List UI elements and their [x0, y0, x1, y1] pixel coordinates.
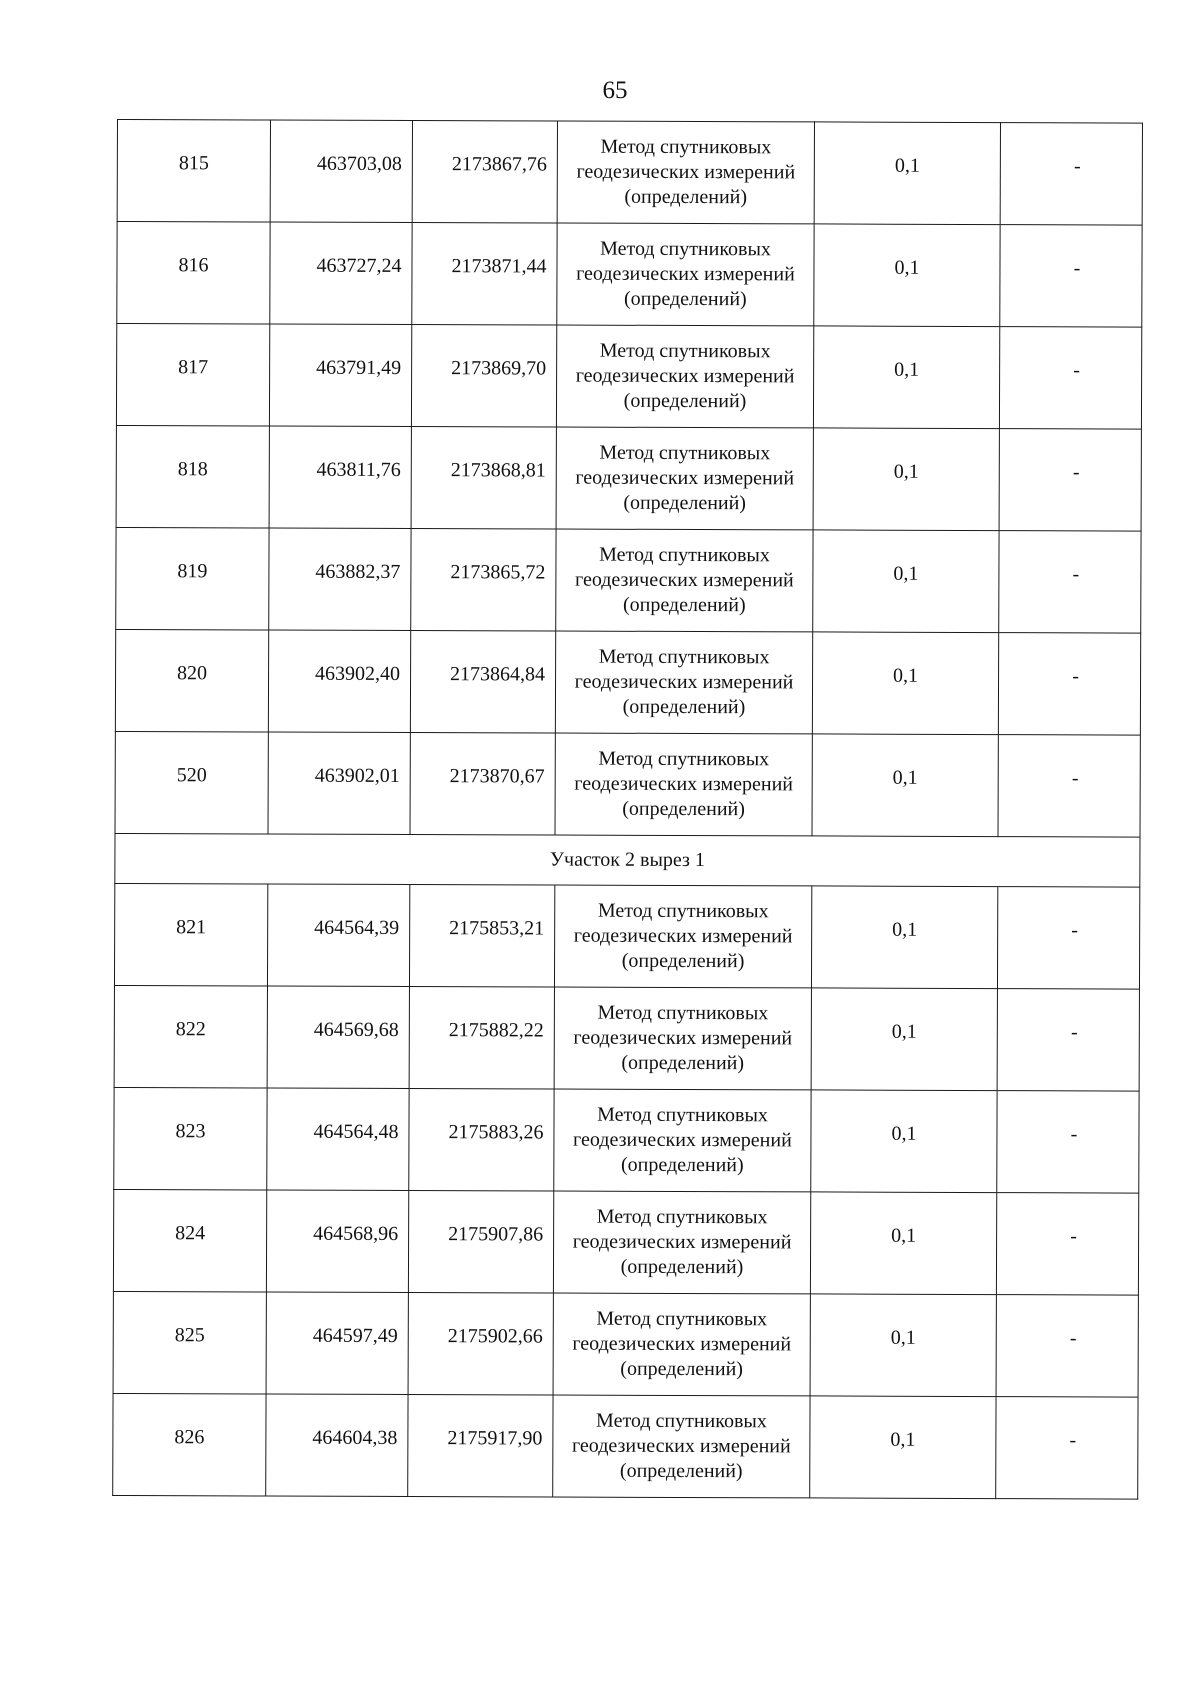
method-line: (определений): [623, 491, 747, 515]
x-coordinate-cell: 463902,40: [268, 630, 410, 732]
y-coordinate-cell: 2173870,67: [410, 733, 555, 836]
y-coordinate-cell: 2173869,70: [411, 325, 556, 428]
method-line: (определений): [624, 287, 747, 311]
extra-cell: -: [998, 735, 1140, 837]
extra-cell: -: [999, 327, 1141, 429]
section-title: Участок 2 вырез 1: [115, 833, 1140, 887]
y-coordinate-cell: 2173868,81: [411, 427, 556, 530]
section-header-row: [115, 833, 1140, 887]
point-number-cell: 820: [115, 629, 268, 732]
method-line: (определений): [621, 949, 745, 973]
method-cell: [555, 631, 812, 734]
method-cell: [555, 733, 812, 836]
method-line: Метод спутниковых: [596, 1205, 768, 1229]
point-number-cell: 826: [113, 1393, 266, 1496]
method-line: (определений): [620, 1255, 744, 1279]
y-coordinate-cell: 2175902,66: [408, 1293, 553, 1396]
method-line: геодезических измерений: [573, 924, 793, 948]
method-line: Метод спутниковых: [599, 339, 771, 363]
x-coordinate-cell: 463791,49: [269, 324, 411, 426]
x-coordinate-cell: 464597,49: [266, 1292, 408, 1394]
table-row: [115, 629, 1140, 735]
method-line: геодезических измерений: [574, 772, 794, 796]
method-cell: [556, 427, 813, 530]
x-coordinate-cell: 464564,48: [267, 1088, 409, 1190]
x-coordinate-cell: 463902,01: [268, 732, 410, 834]
accuracy-cell: 0,1: [812, 632, 998, 735]
y-coordinate-cell: 2175853,21: [409, 885, 554, 988]
x-coordinate-cell: 464568,96: [266, 1190, 408, 1292]
point-number-cell: 822: [114, 985, 267, 1088]
method-line: Метод спутниковых: [600, 237, 771, 261]
extra-cell: -: [997, 887, 1139, 989]
accuracy-cell: 0,1: [810, 1294, 996, 1397]
method-cell: [553, 1395, 810, 1498]
extra-cell: -: [999, 531, 1141, 633]
point-number-cell: 520: [115, 731, 268, 834]
method-line: геодезических измерений: [571, 1434, 791, 1458]
coordinates-table: [112, 119, 1143, 1500]
method-line: Метод спутниковых: [596, 1307, 768, 1331]
extra-cell: -: [996, 1295, 1138, 1397]
page-number: 65: [602, 77, 628, 104]
x-coordinate-cell: 464604,38: [266, 1394, 408, 1496]
method-line: Метод спутниковых: [597, 1103, 768, 1127]
method-line: геодезических измерений: [575, 466, 795, 490]
point-number-cell: 823: [114, 1087, 267, 1190]
method-line: Метод спутниковых: [597, 899, 769, 923]
method-line: геодезических измерений: [574, 670, 794, 694]
method-cell: [554, 987, 811, 1090]
table-row: [116, 527, 1141, 633]
y-coordinate-cell: 2175882,22: [409, 987, 554, 1090]
x-coordinate-cell: 464564,39: [267, 884, 409, 986]
y-coordinate-cell: 2173871,44: [412, 223, 557, 326]
method-line: (определений): [619, 1459, 743, 1483]
method-line: геодезических измерений: [572, 1332, 792, 1356]
table-row: [114, 985, 1139, 1091]
table-row: [116, 425, 1141, 531]
point-number-cell: 815: [117, 120, 270, 223]
x-coordinate-cell: 464569,68: [267, 986, 409, 1088]
method-line: (определений): [624, 185, 748, 209]
method-line: геодезических измерений: [574, 568, 794, 592]
table-row: [113, 1393, 1138, 1499]
method-line: геодезических измерений: [576, 160, 796, 184]
table-row: [116, 324, 1141, 430]
accuracy-cell: 0,1: [813, 530, 999, 633]
y-coordinate-cell: 2175883,26: [409, 1089, 554, 1192]
method-line: Метод спутниковых: [599, 543, 770, 567]
method-cell: [554, 1089, 811, 1192]
method-cell: [553, 1191, 810, 1294]
table-row: [114, 883, 1139, 989]
method-cell: [556, 529, 813, 632]
table-row: [113, 1189, 1138, 1295]
method-line: (определений): [622, 797, 745, 821]
point-number-cell: 817: [116, 324, 269, 427]
method-line: геодезических измерений: [576, 262, 795, 286]
extra-cell: -: [997, 1091, 1139, 1193]
method-line: Метод спутниковых: [598, 747, 770, 771]
accuracy-cell: 0,1: [810, 1396, 996, 1499]
y-coordinate-cell: 2173865,72: [411, 529, 556, 632]
table-row: [114, 1087, 1139, 1193]
y-coordinate-cell: 2175917,90: [408, 1395, 553, 1498]
table-row: [115, 731, 1140, 837]
method-cell: [553, 1293, 810, 1396]
extra-cell: -: [999, 429, 1141, 531]
accuracy-cell: 0,1: [810, 1192, 996, 1295]
accuracy-cell: 0,1: [814, 224, 1000, 327]
method-line: геодезических измерений: [573, 1128, 792, 1152]
method-line: Метод спутниковых: [599, 441, 771, 465]
x-coordinate-cell: 463727,24: [270, 222, 412, 324]
method-line: Метод спутниковых: [596, 1409, 767, 1433]
method-line: геодезических измерений: [572, 1230, 792, 1254]
point-number-cell: 818: [116, 425, 269, 528]
accuracy-cell: 0,1: [811, 1090, 997, 1193]
y-coordinate-cell: 2175907,86: [408, 1191, 553, 1294]
extra-cell: -: [996, 1193, 1138, 1295]
method-cell: [557, 223, 814, 326]
table-row: [113, 1291, 1138, 1397]
method-line: геодезических измерений: [573, 1026, 793, 1050]
accuracy-cell: 0,1: [812, 734, 998, 837]
method-line: (определений): [623, 389, 747, 413]
method-line: (определений): [621, 1051, 745, 1075]
method-line: (определений): [620, 1153, 744, 1177]
accuracy-cell: 0,1: [811, 886, 997, 989]
point-number-cell: 825: [113, 1291, 266, 1394]
x-coordinate-cell: 463703,08: [270, 120, 412, 222]
accuracy-cell: 0,1: [811, 988, 997, 1091]
point-number-cell: 816: [117, 222, 270, 325]
method-line: Метод спутниковых: [597, 1001, 769, 1025]
coordinates-table-body: [113, 120, 1143, 1500]
method-line: Метод спутниковых: [600, 135, 772, 159]
table-row: [117, 120, 1142, 226]
extra-cell: -: [998, 633, 1140, 735]
accuracy-cell: 0,1: [813, 326, 999, 429]
point-number-cell: 819: [116, 527, 269, 630]
method-line: Метод спутниковых: [598, 645, 770, 669]
extra-cell: -: [1000, 123, 1142, 225]
accuracy-cell: 0,1: [813, 428, 999, 531]
method-line: (определений): [622, 593, 746, 617]
y-coordinate-cell: 2173864,84: [410, 631, 555, 734]
table-row: [117, 222, 1142, 328]
method-cell: [554, 885, 811, 988]
x-coordinate-cell: 463882,37: [269, 528, 411, 630]
extra-cell: -: [996, 1397, 1138, 1499]
y-coordinate-cell: 2173867,76: [412, 121, 557, 224]
x-coordinate-cell: 463811,76: [269, 426, 411, 528]
accuracy-cell: 0,1: [814, 122, 1000, 225]
method-line: (определений): [622, 695, 746, 719]
point-number-cell: 821: [114, 883, 267, 986]
method-cell: [557, 121, 814, 224]
extra-cell: -: [1000, 225, 1142, 327]
method-cell: [556, 325, 813, 428]
method-line: геодезических измерений: [575, 364, 795, 388]
extra-cell: -: [997, 989, 1139, 1091]
point-number-cell: 824: [113, 1189, 266, 1292]
method-line: (определений): [620, 1357, 744, 1381]
